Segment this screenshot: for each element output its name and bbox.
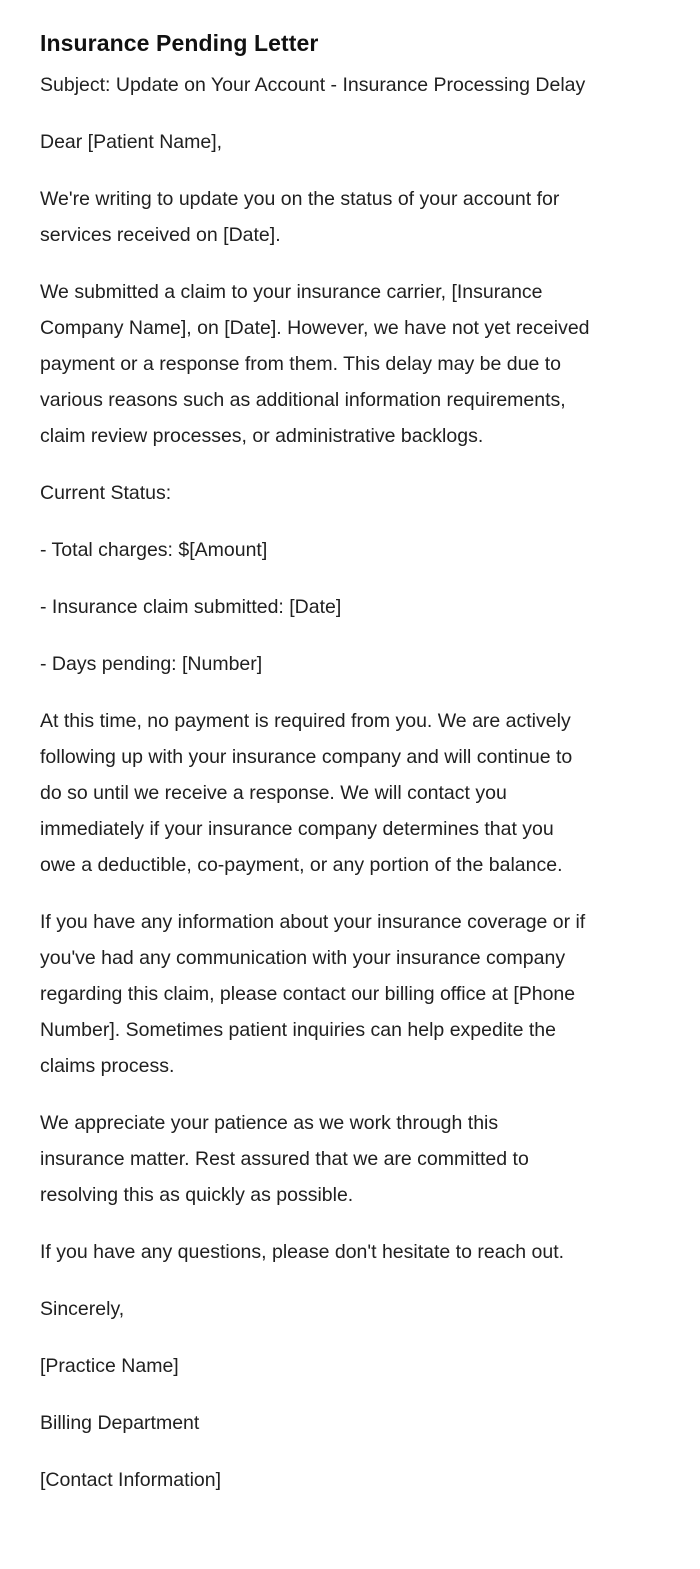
text-line: - Insurance claim submitted: [Date] — [40, 596, 342, 618]
text-line: [Practice Name] — [40, 1355, 179, 1377]
status-heading-paragraph — [40, 475, 662, 511]
signature-department — [40, 1405, 662, 1441]
status-item-days-pending — [40, 646, 662, 682]
questions-paragraph — [40, 1234, 662, 1270]
text-line: Subject: Update on Your Account - Insurance Processing Delay — [40, 74, 586, 96]
text-line: insurance matter. Rest assured that we are committed to — [40, 1148, 529, 1170]
letter-body — [40, 28, 662, 1498]
signature-practice-name — [40, 1348, 662, 1384]
text-line: claims process. — [40, 1055, 175, 1077]
text-line: - Days pending: [Number] — [40, 653, 263, 675]
text-line: [Contact Information] — [40, 1469, 222, 1491]
text-line: Billing Department — [40, 1412, 200, 1434]
page-title: Insurance Pending Letter — [40, 30, 319, 56]
text-line: Company Name], on [Date]. However, we have not yet received — [40, 317, 590, 339]
text-line: Sincerely, — [40, 1298, 125, 1320]
text-line: claim review processes, or administrative backlogs. — [40, 425, 484, 447]
no-payment-paragraph — [40, 703, 662, 883]
text-line: following up with your insurance company and will continue to — [40, 746, 573, 768]
status-item-total-charges — [40, 532, 662, 568]
subject-line-paragraph — [40, 67, 662, 103]
text-line: We appreciate your patience as we work through this — [40, 1112, 499, 1134]
text-line: regarding this claim, please contact our billing office at [Phone — [40, 983, 576, 1005]
text-line: you've had any communication with your insurance company — [40, 947, 566, 969]
salutation-paragraph — [40, 124, 662, 160]
claim-details-paragraph — [40, 274, 662, 454]
signature-contact-info — [40, 1462, 662, 1498]
appreciation-paragraph — [40, 1105, 662, 1213]
text-line: We're writing to update you on the status of your account for — [40, 188, 560, 210]
intro-paragraph — [40, 181, 662, 253]
text-line: Number]. Sometimes patient inquiries can help expedite the — [40, 1019, 556, 1041]
text-line: immediately if your insurance company determines that you — [40, 818, 554, 840]
text-line: resolving this as quickly as possible. — [40, 1184, 354, 1206]
text-line: If you have any information about your insurance coverage or if — [40, 911, 586, 933]
text-line: payment or a response from them. This delay may be due to — [40, 353, 561, 375]
text-line: Dear [Patient Name], — [40, 131, 223, 153]
text-line: owe a deductible, co-payment, or any portion of the balance. — [40, 854, 563, 876]
text-line: At this time, no payment is required from you. We are actively — [40, 710, 571, 732]
text-line: - Total charges: $[Amount] — [40, 539, 268, 561]
text-line: services received on [Date]. — [40, 224, 281, 246]
status-item-claim-submitted — [40, 589, 662, 625]
text-line: various reasons such as additional information requirements, — [40, 389, 566, 411]
closing-paragraph — [40, 1291, 662, 1327]
text-line: do so until we receive a response. We will contact you — [40, 782, 507, 804]
text-line: Current Status: — [40, 482, 172, 504]
contact-billing-paragraph — [40, 904, 662, 1084]
text-line: If you have any questions, please don't hesitate to reach out. — [40, 1241, 565, 1263]
text-line: We submitted a claim to your insurance carrier, [Insurance — [40, 281, 543, 303]
